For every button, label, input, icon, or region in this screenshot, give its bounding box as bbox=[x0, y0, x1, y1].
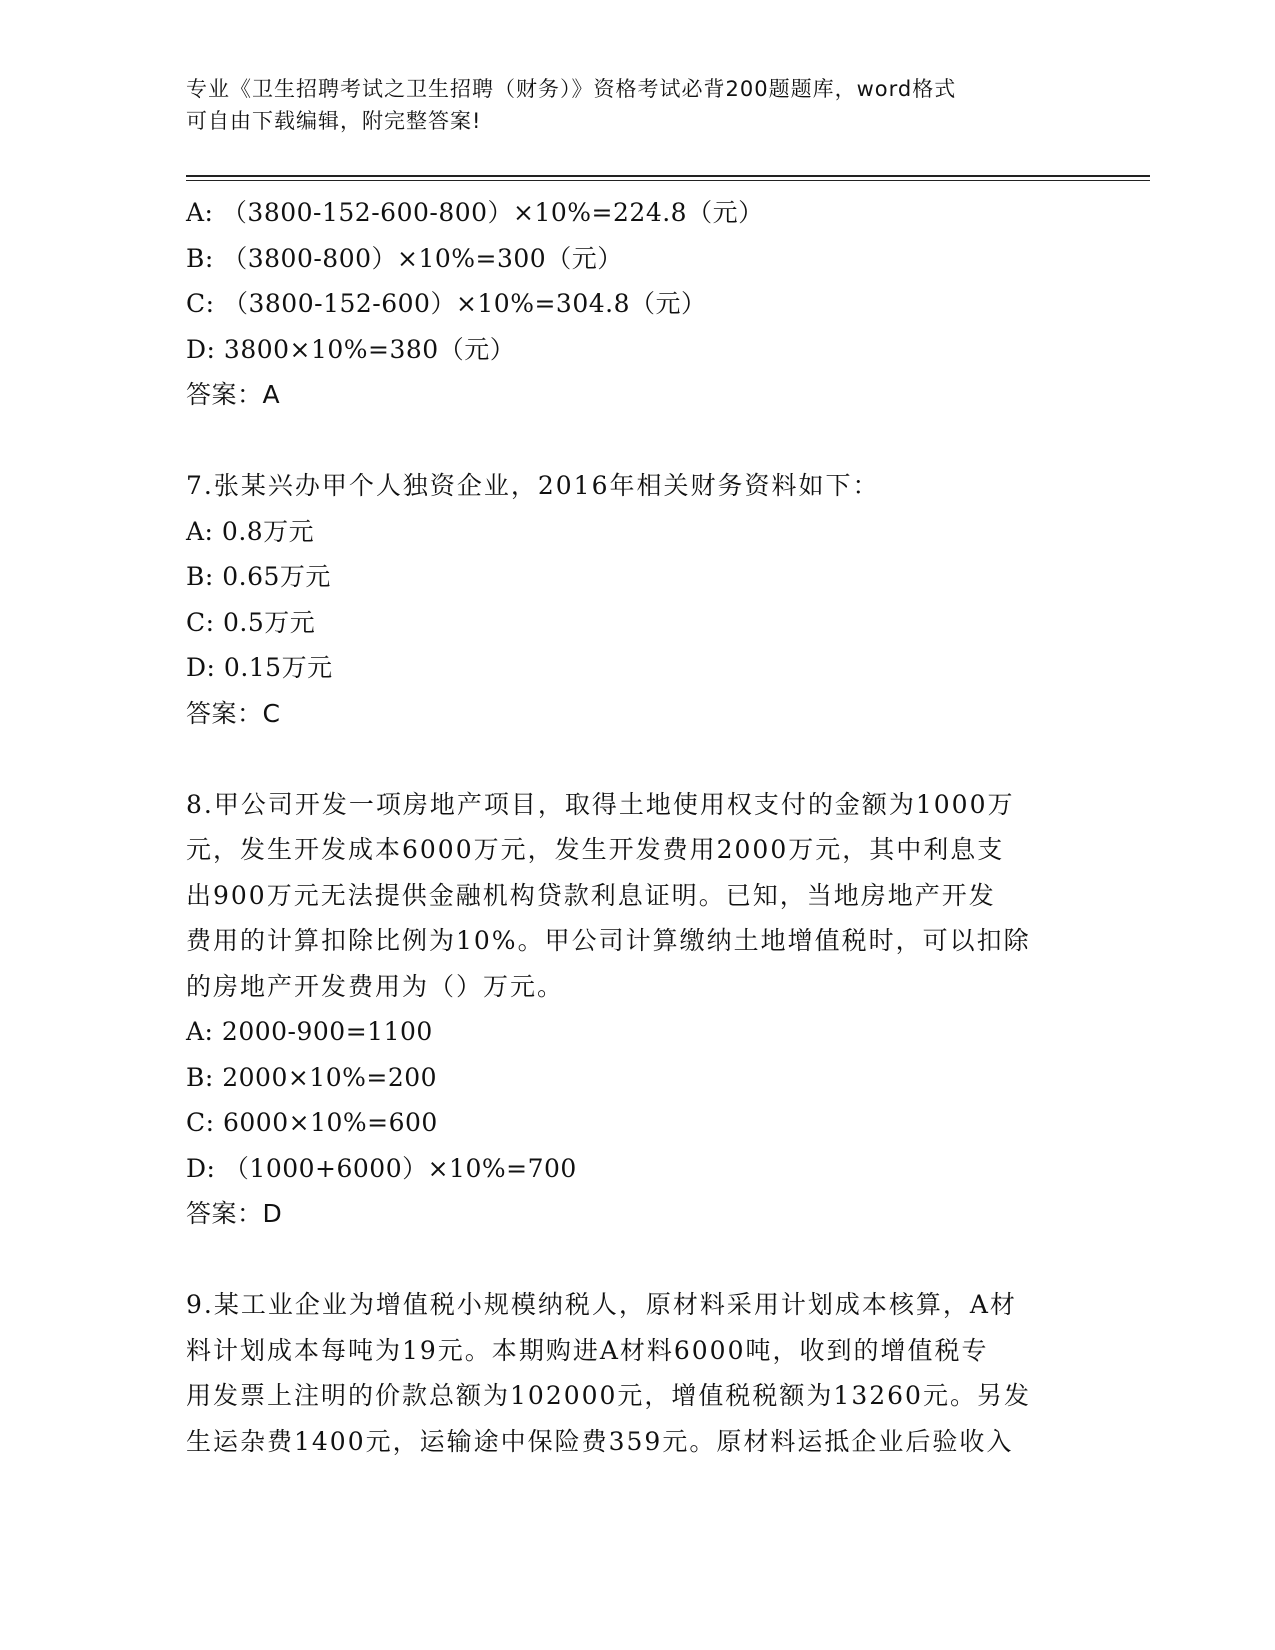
option-a: A: 2000-900=1100 bbox=[186, 1017, 433, 1046]
option-a: A: 0.8万元 bbox=[186, 516, 315, 546]
document-header bbox=[186, 73, 1086, 137]
header-divider-thick bbox=[186, 175, 1150, 177]
question-stem-line: 的房地产开发费用为（）万元。 bbox=[186, 971, 565, 1001]
option-d: D: 3800×10%=380（元） bbox=[186, 334, 516, 364]
option-d: D: （1000+6000）×10%=700 bbox=[186, 1153, 577, 1183]
answer: 答案：A bbox=[186, 380, 281, 409]
question-content bbox=[186, 190, 1086, 1464]
question-stem-line: 元，发生开发成本6000万元，发生开发费用2000万元，其中利息支 bbox=[186, 835, 1005, 864]
option-b: B: （3800-800）×10%=300（元） bbox=[186, 243, 623, 273]
answer: 答案：C bbox=[186, 698, 281, 728]
question-stem: 7.张某兴办甲个人独资企业，2016年相关财务资料如下： bbox=[186, 471, 880, 500]
header-divider-thin bbox=[186, 180, 1150, 181]
question-stem-line: 8.甲公司开发一项房地产项目，取得土地使用权支付的金额为1000万 bbox=[186, 789, 1015, 819]
answer: 答案：D bbox=[186, 1199, 283, 1228]
question-7 bbox=[186, 463, 1086, 736]
option-b: B: 2000×10%=200 bbox=[186, 1062, 438, 1092]
question-8 bbox=[186, 782, 1086, 1237]
option-c: C: 0.5万元 bbox=[186, 607, 316, 637]
question-stem-line: 9.某工业企业为增值税小规模纳税人，原材料采用计划成本核算，A材 bbox=[186, 1290, 1017, 1319]
option-b: B: 0.65万元 bbox=[186, 562, 331, 591]
option-c: C: 6000×10%=600 bbox=[186, 1108, 438, 1137]
spacer bbox=[186, 1237, 1086, 1283]
question-9 bbox=[186, 1282, 1086, 1464]
question-stem-line: 料计划成本每吨为19元。本期购进A材料6000吨，收到的增值税专 bbox=[186, 1335, 989, 1365]
question-stem-line: 费用的计算扣除比例为10%。甲公司计算缴纳土地增值税时，可以扣除 bbox=[186, 926, 1031, 955]
question-stem-line: 生运杂费1400元，运输途中保险费359元。原材料运抵企业后验收入 bbox=[186, 1426, 1014, 1456]
option-d: D: 0.15万元 bbox=[186, 653, 333, 682]
spacer bbox=[186, 736, 1086, 782]
question-stem-line: 出900万元无法提供金融机构贷款利息证明。已知，当地房地产开发 bbox=[186, 880, 996, 910]
option-a: A: （3800-152-600-800）×10%=224.8（元） bbox=[186, 198, 764, 227]
option-c: C: （3800-152-600）×10%=304.8（元） bbox=[186, 289, 707, 318]
header-line-2: 可自由下载编辑，附完整答案! bbox=[186, 109, 482, 133]
question-6 bbox=[186, 190, 1086, 418]
header-line-1: 专业《卫生招聘考试之卫生招聘（财务）》资格考试必背200题题库，word格式 bbox=[186, 77, 957, 101]
question-stem-line: 用发票上注明的价款总额为102000元，增值税税额为13260元。另发 bbox=[186, 1381, 1031, 1410]
spacer bbox=[186, 418, 1086, 464]
